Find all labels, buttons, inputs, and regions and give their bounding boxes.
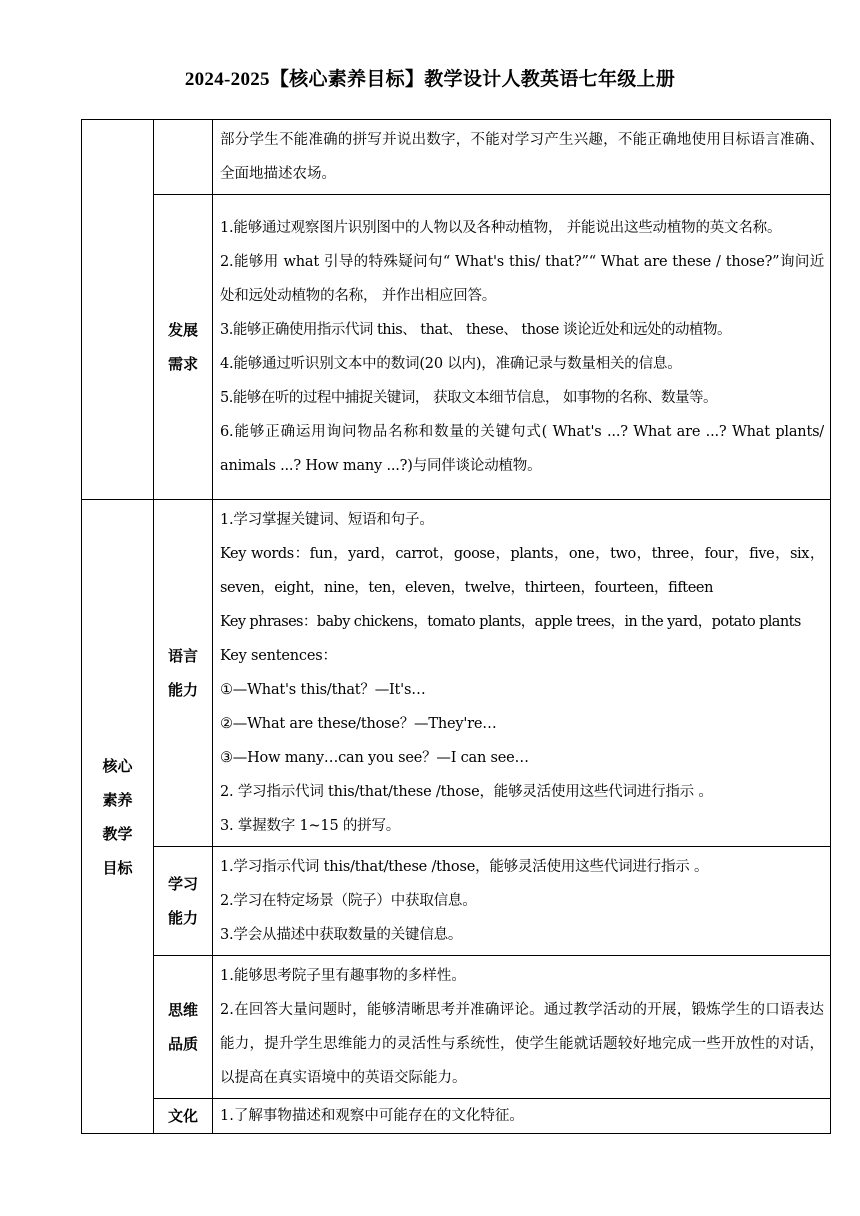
paragraph: 3.学会从描述中获取数量的关键信息。 (220, 927, 463, 943)
paragraph: 2.在回答大量问题时，能够清晰思考并准确评论。通过教学活动的开展，锻炼学生的口语表达能力，提升学生思维能力的灵活性与系统性，使学生能就话题较好地完成一些开放性的对话，以提高在真实语境中的英语交际能力。 (220, 1002, 824, 1086)
label-line: 目标 (102, 858, 133, 877)
paragraph: ③—How many…can you see？—I can see… (220, 750, 529, 766)
content-cell (213, 956, 831, 1099)
label-line: 能力 (167, 681, 198, 699)
label-line: 素养 (102, 790, 133, 809)
paragraph: Key phrases：baby chickens，tomato plants，apple trees，in the yard，potato plants (220, 614, 801, 630)
label-line: 发展 (167, 321, 198, 339)
paragraph: Key sentences： (220, 648, 337, 664)
label-line: 需求 (167, 355, 198, 373)
content-cell (213, 1099, 831, 1134)
label-line: 学习 (167, 875, 198, 893)
label-line: 能力 (167, 909, 198, 927)
empty-cell (82, 120, 154, 500)
content-cell (213, 847, 831, 956)
label-line: 语言 (167, 647, 198, 665)
content-cell (213, 195, 831, 500)
paragraph: 5.能够在听的过程中捕捉关键词， 获取文本细节信息， 如事物的名称、数量等。 (220, 390, 718, 406)
row-label-core-literacy-goals (82, 500, 154, 1134)
paragraph: 2.学习在特定场景（院子）中获取信息。 (220, 893, 477, 909)
row-label-culture (154, 1099, 213, 1134)
paragraph: 1.能够通过观察图片识别图中的人物以及各种动植物， 并能说出这些动植物的英文名称。 (220, 220, 782, 236)
paragraph: 1.了解事物描述和观察中可能存在的文化特征。 (220, 1108, 524, 1124)
paragraph: 2. 学习指示代词 this/that/these /those，能够灵活使用这些代词进行指示 。 (220, 784, 713, 800)
paragraph: 部分学生不能准确的拼写并说出数字，不能对学习产生兴趣，不能正确地使用目标语言准确、全面地描述农场。 (220, 132, 824, 182)
paragraph: ②—What are these/those？—They're… (220, 716, 497, 732)
row-label-learning-ability (154, 847, 213, 956)
table-row (82, 847, 831, 956)
paragraph: 1.能够思考院子里有趣事物的多样性。 (220, 968, 466, 984)
paragraph: 3. 掌握数字 1~15 的拼写。 (220, 818, 401, 834)
content-cell (213, 500, 831, 847)
paragraph: 1.学习指示代词 this/that/these /those，能够灵活使用这些代词进行指示 。 (220, 859, 709, 875)
document-title: 2024-2025【核心素养目标】教学设计人教英语七年级上册 (184, 69, 676, 90)
label-line: 教学 (102, 824, 133, 843)
paragraph: 1.学习掌握关键词、短语和句子。 (220, 512, 434, 528)
paragraph: 2.能够用 what 引导的特殊疑问句“ What's this/ that?”“ What are these / those?”询问近处和远处动植物的名称， 并作出相应回答。 (220, 254, 824, 304)
paragraph: ①—What's this/that？—It's… (220, 682, 426, 698)
label-line: 核心 (102, 756, 133, 775)
table-row (82, 195, 831, 500)
row-label-language-ability (154, 500, 213, 847)
table-row (82, 500, 831, 847)
paragraph: 4.能够通过听识别文本中的数词(20 以内)，准确记录与数量相关的信息。 (220, 356, 682, 372)
paragraph: Key words：fun，yard，carrot，goose，plants，one，two，three，four，five，six，seven，eight，nine，ten，eleven，twelve，thirteen，fourteen，fifteen (220, 546, 824, 596)
table-row (82, 956, 831, 1099)
label-line: 文化 (167, 1107, 198, 1125)
paragraph: 6.能够正确运用询问物品名称和数量的关键句式( What's ...? What are ...? What plants/ animals ...? How many ...?)与同伴谈论动植物。 (220, 424, 824, 474)
content-cell (213, 120, 831, 195)
table-row (82, 120, 831, 195)
paragraph: 3.能够正确使用指示代词 this、 that、 these、 those 谈论近处和远处的动植物。 (220, 322, 731, 338)
row-label-development-needs (154, 195, 213, 500)
empty-cell (154, 120, 213, 195)
lesson-objectives-table (81, 119, 831, 1134)
table-row (82, 1099, 831, 1134)
label-line: 品质 (167, 1035, 198, 1053)
row-label-thinking-quality (154, 956, 213, 1099)
label-line: 思维 (167, 1001, 198, 1019)
